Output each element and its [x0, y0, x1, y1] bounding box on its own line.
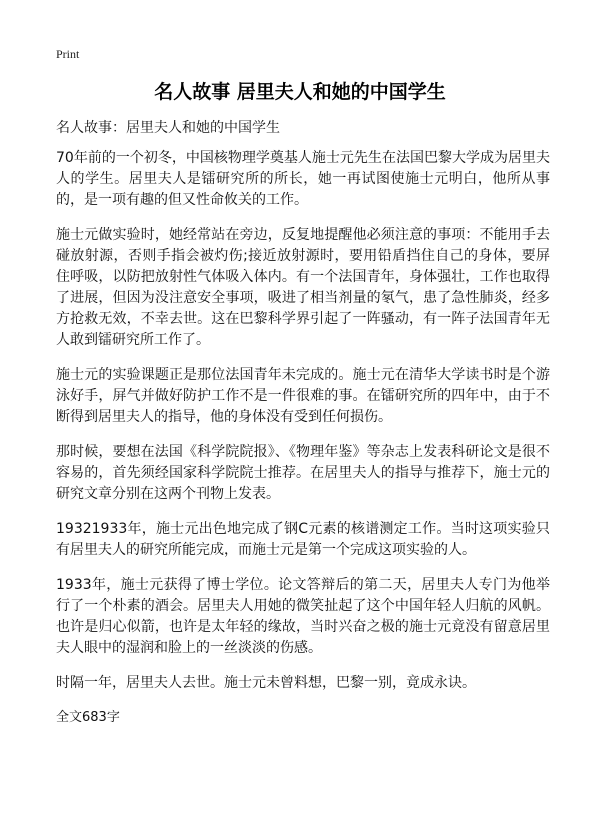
paragraph-1: 70年前的一个初冬，中国核物理学奠基人施士元先生在法国巴黎大学成为居里夫人的学生。居里夫人是镭研究所的所长，她一再试图使施士元明白，他所从事的，是一项有趣的但又性命攸关的工作。 — [56, 150, 550, 208]
paragraph-6: 1933年，施士元获得了博士学位。论文答辩后的第二天，居里夫人专门为他举行了一个朴素的酒会。居里夫人用她的微笑扯起了这个中国年轻人归航的风帆。也许是归心似箭，也许是太年轻的缘故，当时兴奋之极的施士元竟没有留意居里夫人眼中的湿润和脸上的一丝淡淡的伤感。 — [56, 577, 550, 656]
paragraph-5: 19321933年，施士元出色地完成了钢C元素的核谱测定工作。当时这项实验只有居里夫人的研究所能完成，而施士元是第一个完成这项实验的人。 — [56, 521, 550, 558]
print-link[interactable]: Print — [56, 47, 80, 61]
paragraph-2: 施士元做实验时，她经常站在旁边，反复地提醒他必须注意的事项：不能用手去碰放射源，否则手指会被灼伤;接近放射源时，要用铅盾挡住自己的身体，要屏住呼吸，以防把放射性气体吸入体内。有一个法国青年，身体强壮，工作也取得了进展，但因为没注意安全事项，吸进了相当剂量的氡气，患了急性肺炎，经多方抢救无效，不幸去世。这在巴黎科学界引起了一阵骚动，有一阵子法国青年无人敢到镭研究所工作了。 — [56, 227, 550, 348]
paragraph-7: 时隔一年，居里夫人去世。施士元未曾料想，巴黎一别，竟成永诀。 — [56, 675, 476, 691]
page-title: 名人故事 居里夫人和她的中国学生 — [154, 81, 446, 103]
article-subtitle: 名人故事：居里夫人和她的中国学生 — [56, 120, 280, 136]
paragraph-4: 那时候，要想在法国《科学院院报》、《物理年鉴》等杂志上发表科研论文是很不容易的，首先须经国家科学院院士推荐。在居里夫人的指导与推荐下，施士元的研究文章分别在这两个刊物上发表。 — [56, 444, 550, 502]
paragraph-3: 施士元的实验课题正是那位法国青年未完成的。施士元在清华大学读书时是个游泳好手，屏气并做好防护工作不是一件很难的事。在镭研究所的四年中，由于不断得到居里夫人的指导，他的身体没有受到任何损伤。 — [56, 367, 550, 425]
word-count: 全文683字 — [56, 710, 120, 725]
article-body — [56, 118, 550, 728]
